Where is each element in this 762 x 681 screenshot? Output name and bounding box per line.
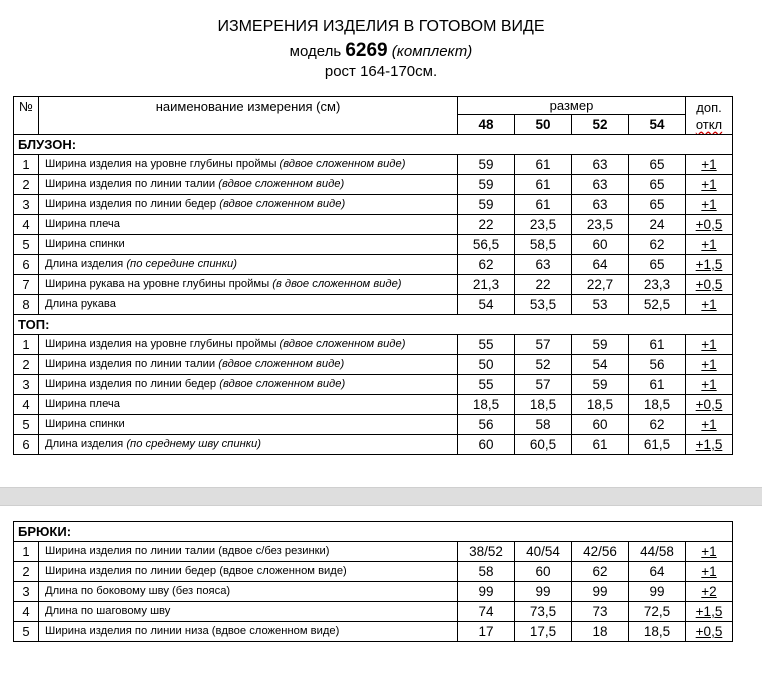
size-value: 63 [572, 195, 629, 215]
size-value: 50 [458, 355, 515, 375]
size-value: 59 [572, 375, 629, 395]
size-value: 74 [458, 602, 515, 622]
measurement-name [39, 175, 458, 195]
deviation-text: +2 [701, 584, 717, 599]
measurement-label: Ширина изделия по линии бедер [45, 378, 217, 390]
measurements-table-body [14, 97, 733, 455]
section-title: ТОП: [14, 315, 733, 335]
size-value: 73,5 [515, 602, 572, 622]
deviation-value [686, 622, 733, 642]
table-row [14, 255, 733, 275]
size-value: 53 [572, 295, 629, 315]
header-dop-line2: откл [695, 116, 723, 132]
size-value: 60 [572, 235, 629, 255]
size-value: 63 [572, 155, 629, 175]
size-value: 62 [458, 255, 515, 275]
measurement-label: Ширина изделия по линии бедер [45, 198, 217, 210]
size-value: 22 [515, 275, 572, 295]
row-number: 5 [14, 622, 39, 642]
size-value: 53,5 [515, 295, 572, 315]
size-value: 61,5 [629, 435, 686, 455]
measurement-name [39, 215, 458, 235]
section-title: БЛУЗОН: [14, 135, 733, 155]
measurement-name [39, 395, 458, 415]
size-value: 22,7 [572, 275, 629, 295]
measurement-label: Длина по боковому шву (без пояса) [45, 585, 231, 597]
deviation-text: +1 [701, 237, 717, 252]
model-prefix: модель [289, 43, 342, 60]
deviation-value [686, 195, 733, 215]
size-value: 58,5 [515, 235, 572, 255]
deviation-value [686, 295, 733, 315]
deviation-text: +1 [701, 377, 717, 392]
size-value: 62 [572, 562, 629, 582]
row-number: 4 [14, 602, 39, 622]
measurement-note: (вдвое сложенном виде) [218, 178, 345, 190]
size-value: 17 [458, 622, 515, 642]
size-value: 60 [572, 415, 629, 435]
deviation-value [686, 355, 733, 375]
size-value: 65 [629, 155, 686, 175]
measurement-name [39, 582, 458, 602]
size-value: 52,5 [629, 295, 686, 315]
deviation-value [686, 415, 733, 435]
row-number: 7 [14, 275, 39, 295]
size-value: 55 [458, 335, 515, 355]
deviation-value [686, 335, 733, 355]
size-value: 61 [629, 335, 686, 355]
table-header-row [14, 97, 733, 115]
table-row [14, 582, 733, 602]
measurement-label: Длина по шаговому шву [45, 605, 171, 617]
row-number: 3 [14, 582, 39, 602]
size-value: 72,5 [629, 602, 686, 622]
table-row [14, 435, 733, 455]
size-value: 57 [515, 335, 572, 355]
measurement-name [39, 295, 458, 315]
deviation-value [686, 435, 733, 455]
size-value: 17,5 [515, 622, 572, 642]
size-value: 61 [572, 435, 629, 455]
section-header-row [14, 315, 733, 335]
deviation-text: +1 [701, 357, 717, 372]
row-number: 1 [14, 155, 39, 175]
row-number: 6 [14, 435, 39, 455]
measurement-name [39, 195, 458, 215]
size-value: 99 [629, 582, 686, 602]
size-value: 59 [458, 175, 515, 195]
size-value: 63 [572, 175, 629, 195]
size-value: 18 [572, 622, 629, 642]
size-value: 23,5 [515, 215, 572, 235]
table-row [14, 375, 733, 395]
deviation-text: +1 [701, 297, 717, 312]
measurement-note: (вдвое сложенном виде) [219, 378, 346, 390]
deviation-value [686, 255, 733, 275]
size-value: 65 [629, 195, 686, 215]
measurement-name [39, 415, 458, 435]
size-value: 58 [458, 562, 515, 582]
size-value: 18,5 [458, 395, 515, 415]
measurement-label: Ширина рукава на уровне глубины проймы [45, 278, 270, 290]
size-value: 64 [629, 562, 686, 582]
section-header-row [14, 522, 733, 542]
size-value: 73 [572, 602, 629, 622]
measurement-label: Ширина изделия по линии талии [45, 178, 216, 190]
size-value: 62 [629, 415, 686, 435]
deviation-value [686, 275, 733, 295]
table-row [14, 415, 733, 435]
size-value: 56 [629, 355, 686, 375]
size-value: 18,5 [515, 395, 572, 415]
row-number: 8 [14, 295, 39, 315]
deviation-text: +1,5 [695, 437, 723, 452]
size-value: 23,5 [572, 215, 629, 235]
model-line [0, 40, 762, 62]
size-value: 38/52 [458, 542, 515, 562]
table-row [14, 335, 733, 355]
row-number: 1 [14, 335, 39, 355]
size-value: 65 [629, 175, 686, 195]
size-value: 59 [572, 335, 629, 355]
header-dop [686, 97, 733, 135]
deviation-text: +0,5 [695, 217, 723, 232]
measurements-table [13, 96, 733, 455]
size-value: 62 [629, 235, 686, 255]
size-value: 61 [515, 175, 572, 195]
size-value: 24 [629, 215, 686, 235]
size-value: 61 [629, 375, 686, 395]
table-row [14, 542, 733, 562]
measurement-name [39, 435, 458, 455]
header-num: № [14, 97, 39, 135]
table-row [14, 215, 733, 235]
table-row [14, 195, 733, 215]
size-header: 54 [629, 115, 686, 135]
size-value: 18,5 [629, 622, 686, 642]
measurement-label: Ширина изделия по линии низа (вдвое сложенном виде) [45, 625, 340, 637]
size-value: 99 [572, 582, 629, 602]
measurement-label: Ширина изделия на уровне глубины проймы [45, 338, 277, 350]
row-number: 5 [14, 415, 39, 435]
measurement-label: Длина рукава [45, 298, 116, 310]
measurement-label: Ширина изделия по линии талии [45, 358, 216, 370]
measurement-name [39, 155, 458, 175]
section-header-row [14, 135, 733, 155]
deviation-value [686, 215, 733, 235]
height-range: рост 164-170см. [324, 63, 438, 80]
size-value: 61 [515, 155, 572, 175]
size-value: 44/58 [629, 542, 686, 562]
deviation-text: +1 [701, 337, 717, 352]
deviation-value [686, 602, 733, 622]
size-value: 54 [458, 295, 515, 315]
size-header: 52 [572, 115, 629, 135]
measurement-name [39, 602, 458, 622]
measurement-note: (вдвое сложенном виде) [279, 158, 406, 170]
size-value: 18,5 [572, 395, 629, 415]
measurement-name [39, 375, 458, 395]
measurement-note: (в двое сложенном виде) [272, 278, 402, 290]
measurement-name [39, 335, 458, 355]
measurement-note: (вдвое сложенном виде) [219, 198, 346, 210]
page-break-band [0, 487, 762, 506]
measurement-name [39, 255, 458, 275]
header-size: размер [458, 97, 686, 115]
measurement-name [39, 622, 458, 642]
table-row [14, 395, 733, 415]
measurement-name [39, 355, 458, 375]
row-number: 6 [14, 255, 39, 275]
deviation-text: +1,5 [695, 257, 723, 272]
size-value: 54 [572, 355, 629, 375]
deviation-text: +1 [701, 564, 717, 579]
deviation-value [686, 175, 733, 195]
size-value: 59 [458, 195, 515, 215]
deviation-text: +1 [701, 417, 717, 432]
deviation-value [686, 582, 733, 602]
deviation-value [686, 235, 733, 255]
section-title: БРЮКИ: [14, 522, 733, 542]
size-value: 21,3 [458, 275, 515, 295]
measurement-label: Ширина изделия по линии талии (вдвое с/без резинки) [45, 545, 330, 557]
row-number: 2 [14, 562, 39, 582]
header-name: наименование измерения (см) [39, 97, 458, 135]
row-number: 3 [14, 195, 39, 215]
table-row [14, 295, 733, 315]
measurement-label: Ширина плеча [45, 398, 120, 410]
deviation-value [686, 562, 733, 582]
size-value: 99 [515, 582, 572, 602]
row-number: 4 [14, 215, 39, 235]
table-row [14, 275, 733, 295]
size-value: 58 [515, 415, 572, 435]
size-value: 40/54 [515, 542, 572, 562]
measurement-name [39, 275, 458, 295]
size-value: 56 [458, 415, 515, 435]
deviation-text: +1 [701, 177, 717, 192]
size-value: 99 [458, 582, 515, 602]
measurement-label: Длина изделия [45, 258, 124, 270]
size-value: 60 [458, 435, 515, 455]
measurement-label: Ширина изделия по линии бедер (вдвое сложенном виде) [45, 565, 347, 577]
deviation-value [686, 542, 733, 562]
deviation-text: +1 [701, 544, 717, 559]
row-number: 4 [14, 395, 39, 415]
size-value: 18,5 [629, 395, 686, 415]
row-number: 2 [14, 175, 39, 195]
size-value: 23,3 [629, 275, 686, 295]
size-value: 60 [515, 562, 572, 582]
size-header: 48 [458, 115, 515, 135]
measurement-label: Ширина спинки [45, 418, 125, 430]
size-value: 59 [458, 155, 515, 175]
deviation-value [686, 155, 733, 175]
size-value: 56,5 [458, 235, 515, 255]
model-number: 6269 [345, 40, 388, 61]
measurement-note: (по среднему шву спинки) [126, 438, 261, 450]
measurement-note: (по середине спинки) [126, 258, 237, 270]
table-row [14, 602, 733, 622]
measurement-name [39, 562, 458, 582]
row-number: 2 [14, 355, 39, 375]
measurement-note: (вдвое сложенном виде) [218, 358, 345, 370]
size-value: 60,5 [515, 435, 572, 455]
header-dop-line1: доп. [696, 99, 722, 115]
measurement-note: (вдвое сложенном виде) [279, 338, 406, 350]
table-row [14, 562, 733, 582]
table-row [14, 355, 733, 375]
size-value: 55 [458, 375, 515, 395]
measurement-label: Ширина спинки [45, 238, 125, 250]
measurement-label: Длина изделия [45, 438, 124, 450]
measurement-label: Ширина плеча [45, 218, 120, 230]
size-value: 63 [515, 255, 572, 275]
deviation-text: +1 [701, 157, 717, 172]
row-number: 1 [14, 542, 39, 562]
measurement-label: Ширина изделия на уровне глубины проймы [45, 158, 277, 170]
deviation-text: +0,5 [695, 624, 723, 639]
pants-table [13, 521, 733, 642]
size-value: 57 [515, 375, 572, 395]
pants-table-body [14, 522, 733, 642]
deviation-value [686, 375, 733, 395]
size-value: 22 [458, 215, 515, 235]
row-number: 3 [14, 375, 39, 395]
row-number: 5 [14, 235, 39, 255]
deviation-value [686, 395, 733, 415]
deviation-text: +0,5 [695, 397, 723, 412]
table-row [14, 235, 733, 255]
measurement-name [39, 235, 458, 255]
deviation-text: +1,5 [695, 604, 723, 619]
deviation-text: +1 [701, 197, 717, 212]
size-value: 64 [572, 255, 629, 275]
table-row [14, 155, 733, 175]
document-title: ИЗМЕРЕНИЯ ИЗДЕЛИЯ В ГОТОВОМ ВИДЕ [217, 18, 545, 35]
measurement-name [39, 542, 458, 562]
table-row [14, 175, 733, 195]
size-value: 52 [515, 355, 572, 375]
table-row [14, 622, 733, 642]
size-header: 50 [515, 115, 572, 135]
deviation-text: +0,5 [695, 277, 723, 292]
size-value: 65 [629, 255, 686, 275]
size-value: 42/56 [572, 542, 629, 562]
size-value: 61 [515, 195, 572, 215]
model-note: (комплект) [391, 43, 473, 60]
